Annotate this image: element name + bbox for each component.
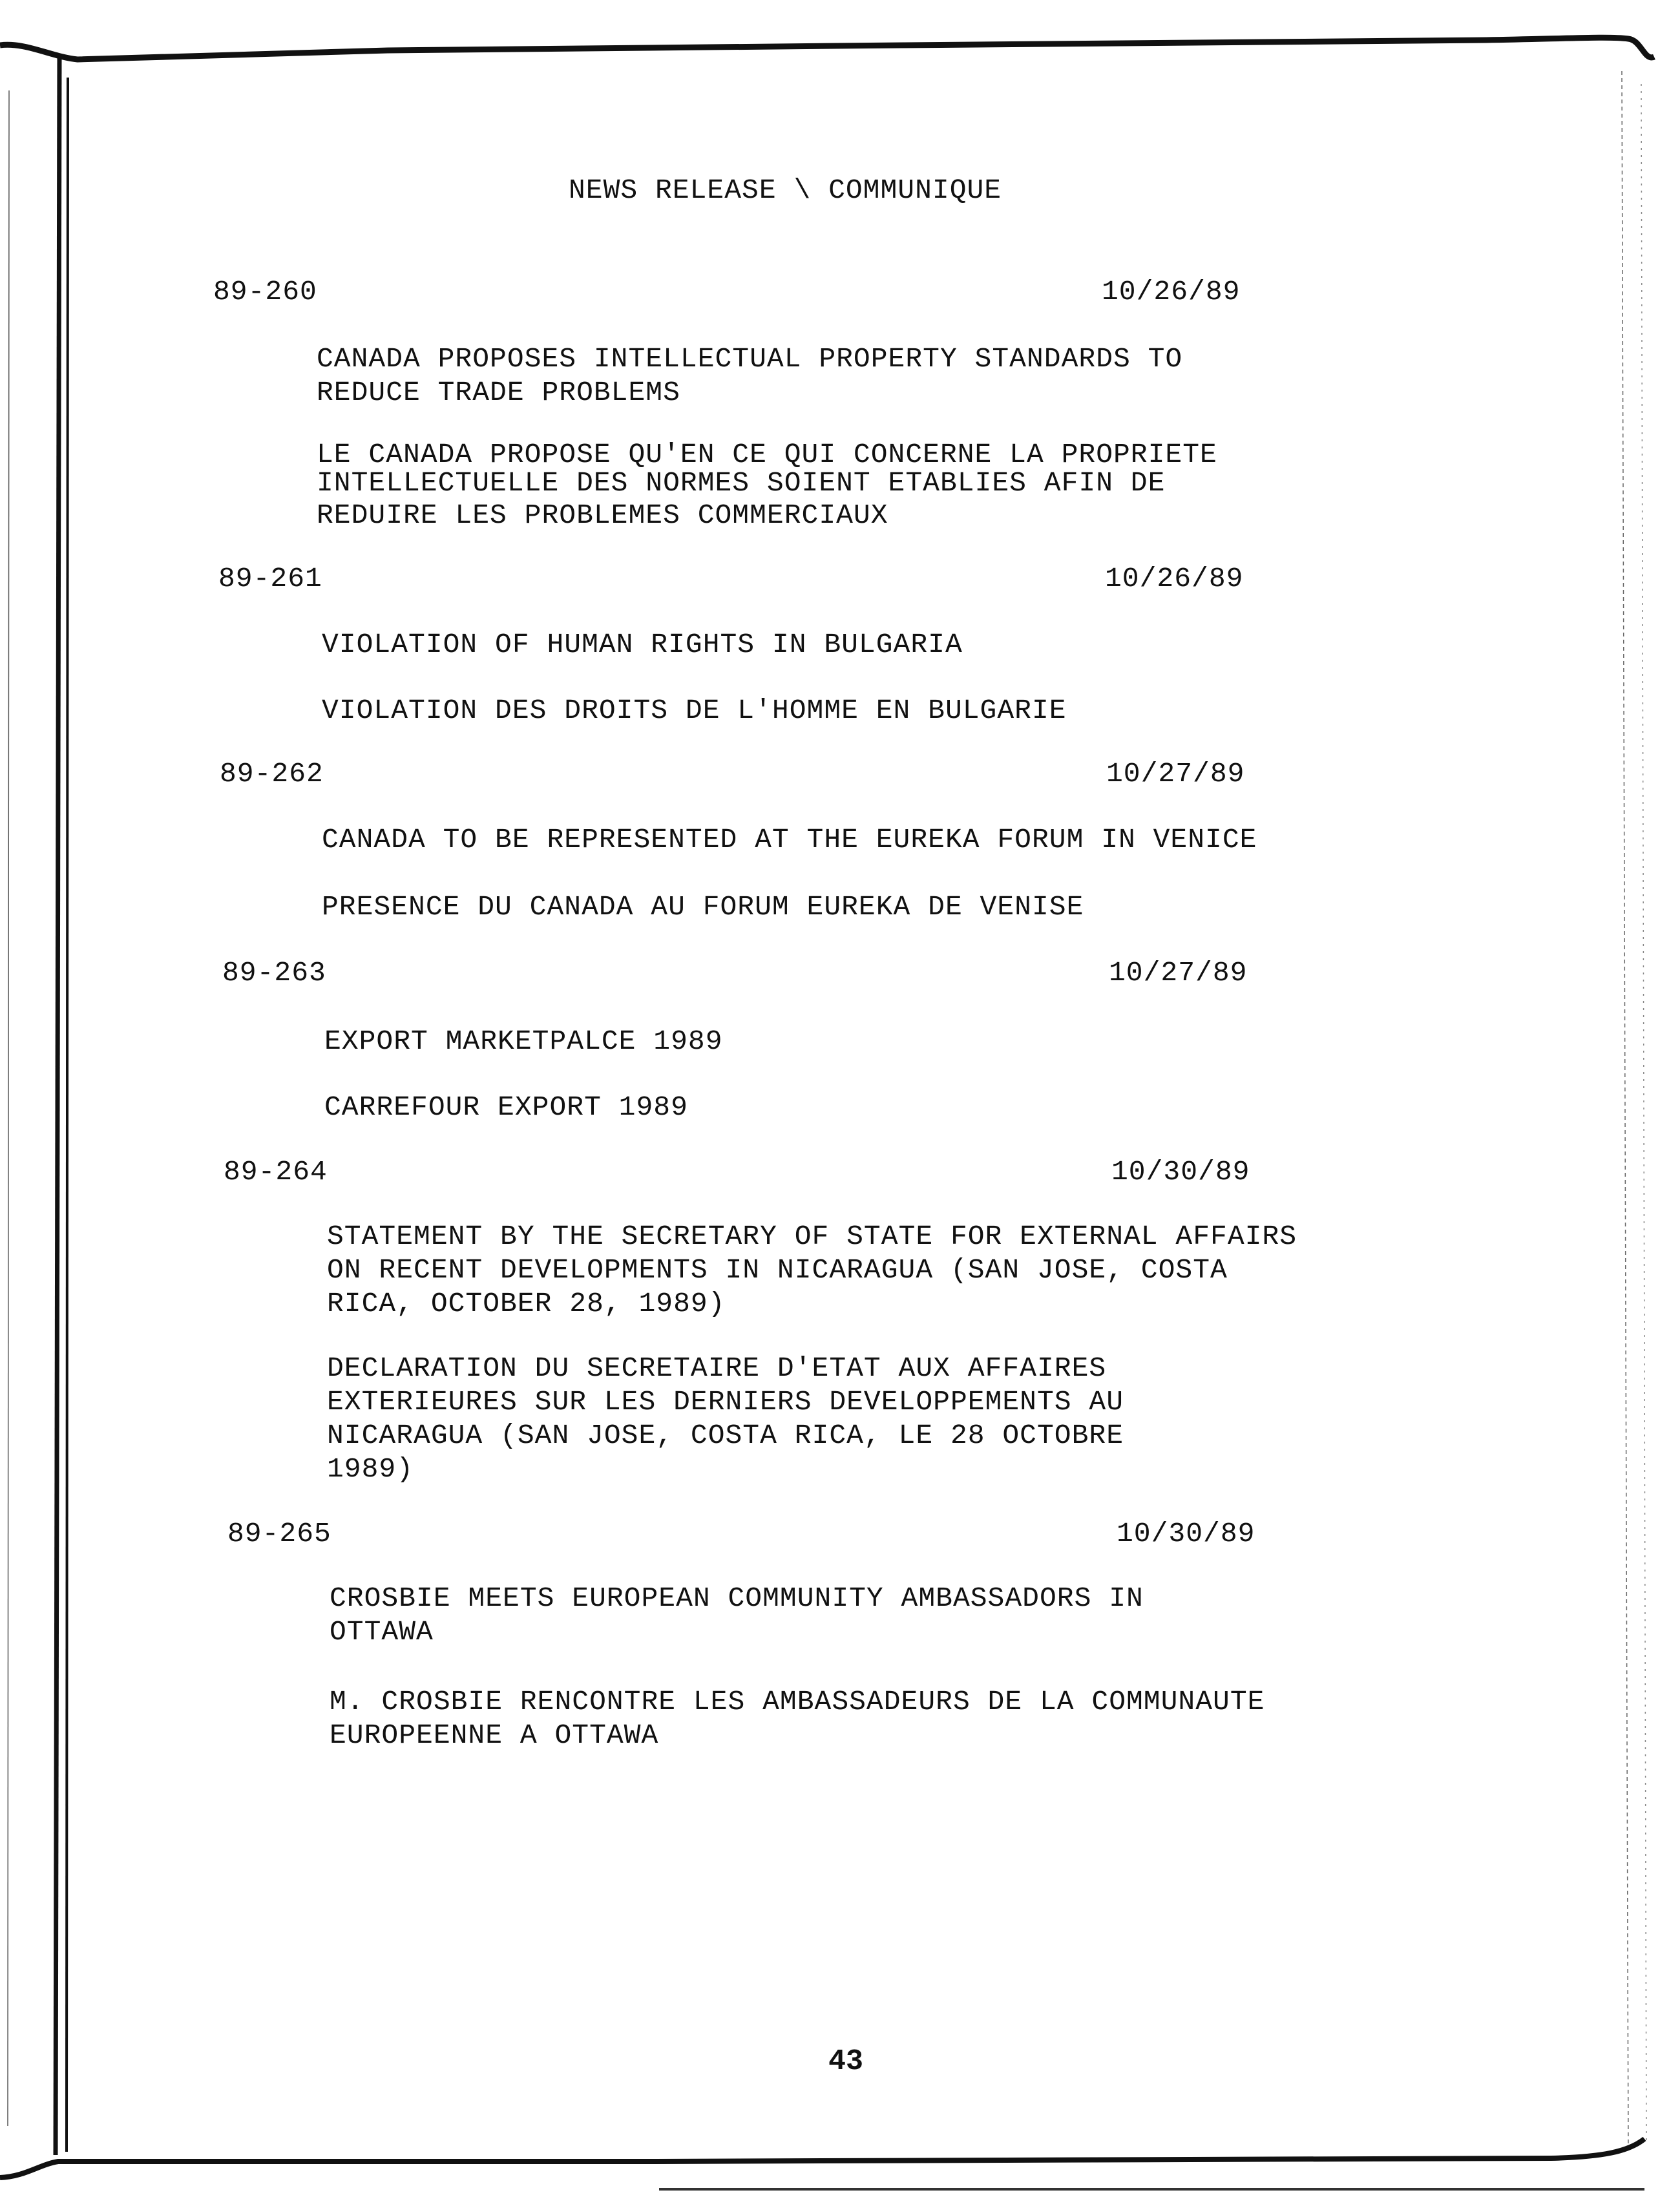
release-date: 10/30/89: [1117, 1518, 1255, 1550]
english-title-line: CROSBIE MEETS EUROPEAN COMMUNITY AMBASSADORS IN: [330, 1582, 1144, 1614]
release-date: 10/30/89: [1111, 1156, 1250, 1188]
french-title-line: PRESENCE DU CANADA AU FORUM EUREKA DE VENISE: [322, 891, 1084, 923]
release-number: 89-261: [218, 563, 322, 594]
release-number: 89-264: [224, 1156, 328, 1188]
english-title-line: STATEMENT BY THE SECRETARY OF STATE FOR EXTERNAL AFFAIRS: [327, 1221, 1297, 1252]
french-title-line: M. CROSBIE RENCONTRE LES AMBASSADEURS DE LA COMMUNAUTE: [330, 1686, 1265, 1718]
french-title-line: NICARAGUA (SAN JOSE, COSTA RICA, LE 28 OCTOBRE: [327, 1420, 1124, 1451]
english-title-line: EXPORT MARKETPALCE 1989: [324, 1025, 723, 1057]
release-number: 89-265: [227, 1518, 331, 1550]
french-title-line: DECLARATION DU SECRETAIRE D'ETAT AUX AFFAIRES: [327, 1352, 1107, 1384]
french-title-line: LE CANADA PROPOSE QU'EN CE QUI CONCERNE LA PROPRIETE: [317, 439, 1217, 470]
english-title-line: ON RECENT DEVELOPMENTS IN NICARAGUA (SAN JOSE, COSTA: [327, 1254, 1228, 1286]
french-title-line: INTELLECTUELLE DES NORMES SOIENT ETABLIES AFIN DE: [317, 467, 1166, 499]
english-title-line: CANADA TO BE REPRESENTED AT THE EUREKA FORUM IN VENICE: [322, 824, 1257, 856]
release-number: 89-263: [222, 957, 326, 989]
release-number: 89-260: [213, 276, 317, 308]
release-date: 10/27/89: [1109, 957, 1248, 989]
french-title-line: REDUIRE LES PROBLEMES COMMERCIAUX: [317, 499, 888, 531]
english-title-line: REDUCE TRADE PROBLEMS: [317, 377, 680, 408]
french-title-line: 1989): [327, 1453, 414, 1485]
french-title-line: VIOLATION DES DROITS DE L'HOMME EN BULGARIE: [322, 695, 1067, 726]
french-title-line: EXTERIEURES SUR LES DERNIERS DEVELOPPEMENTS AU: [327, 1386, 1124, 1418]
page-title: NEWS RELEASE \ COMMUNIQUE: [569, 174, 1002, 206]
release-date: 10/26/89: [1102, 276, 1241, 308]
french-title-line: CARREFOUR EXPORT 1989: [324, 1091, 688, 1123]
english-title-line: RICA, OCTOBER 28, 1989): [327, 1288, 726, 1319]
french-title-line: EUROPEENNE A OTTAWA: [330, 1719, 659, 1751]
english-title-line: VIOLATION OF HUMAN RIGHTS IN BULGARIA: [322, 629, 963, 660]
page-number: 43: [828, 2045, 864, 2078]
english-title-line: CANADA PROPOSES INTELLECTUAL PROPERTY STANDARDS TO: [317, 343, 1183, 375]
release-date: 10/27/89: [1106, 758, 1245, 790]
release-date: 10/26/89: [1105, 563, 1244, 594]
english-title-line: OTTAWA: [330, 1616, 434, 1648]
release-number: 89-262: [220, 758, 324, 790]
